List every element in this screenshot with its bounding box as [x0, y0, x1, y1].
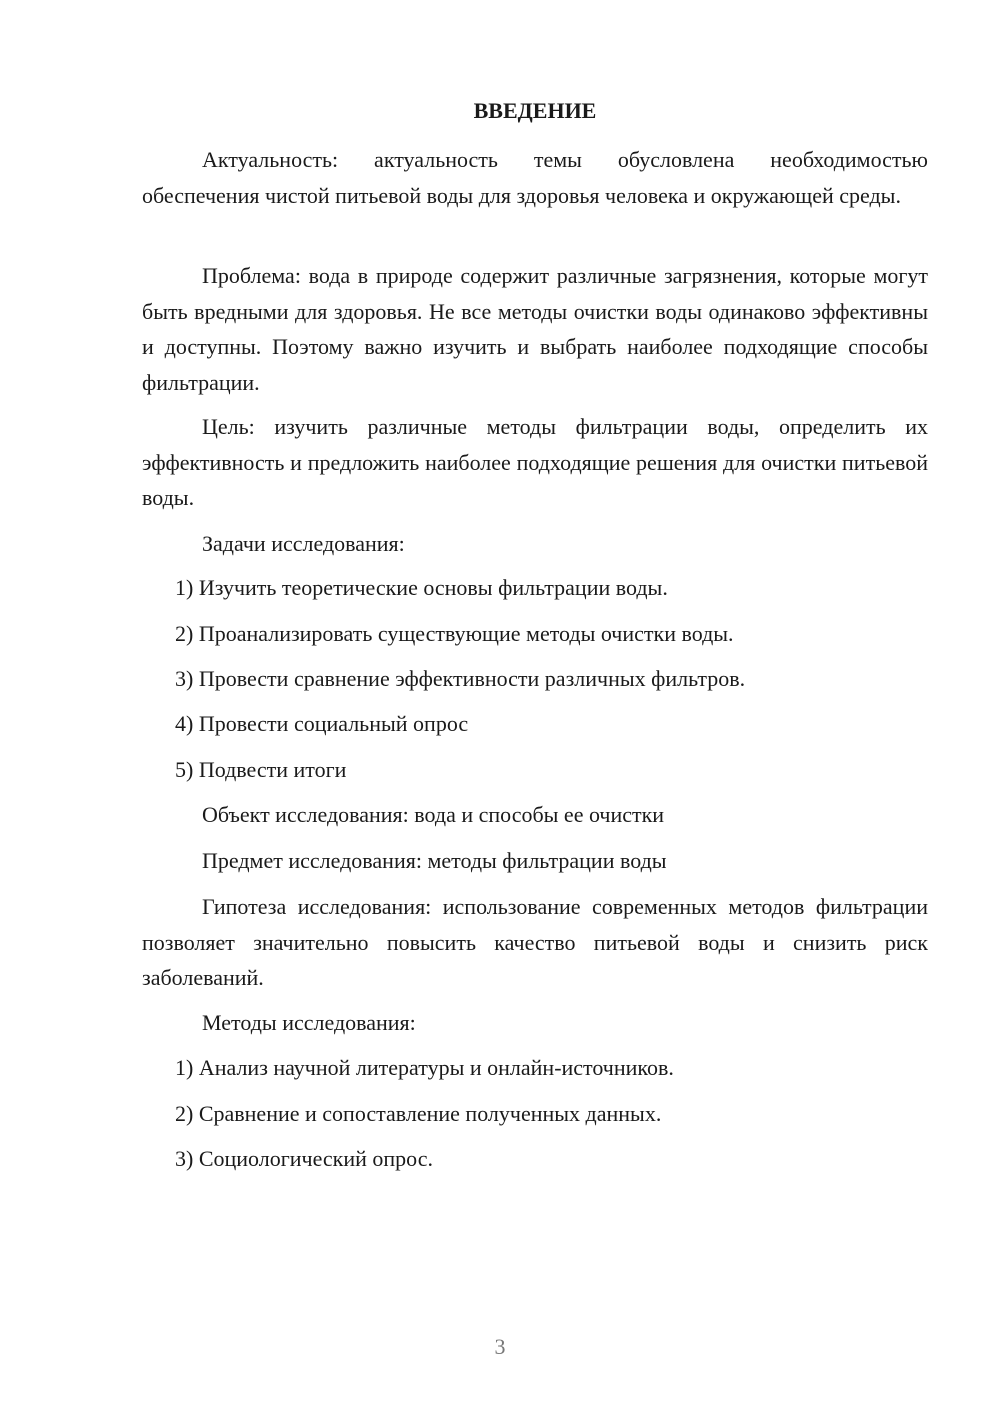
tasks-title: Задачи исследования: [202, 531, 405, 556]
methods-title: Методы исследования: [202, 1010, 416, 1035]
object-paragraph: Объект исследования: вода и способы ее очистки [202, 802, 665, 827]
task-item: 3) Провести сравнение эффективности различных фильтров. [175, 666, 746, 691]
problem-block [142, 258, 928, 400]
object-block [142, 797, 928, 833]
task-item: 2) Проанализировать существующие методы очистки воды. [175, 621, 734, 646]
goal-block [142, 409, 928, 516]
method-item: 3) Социологический опрос. [175, 1146, 433, 1171]
task-item-block-4 [142, 706, 928, 742]
goal-paragraph: Цель: изучить различные методы фильтрации воды, определить их эффективность и предложить наиболее подходящие решения для очистки питьевой воды. [142, 414, 928, 510]
hypothesis-paragraph: Гипотеза исследования: использование современных методов фильтрации позволяет значительно повысить качество питьевой воды и снизить риск заболеваний. [142, 894, 928, 990]
method-item: 1) Анализ научной литературы и онлайн-источников. [175, 1055, 674, 1080]
relevance-paragraph: Актуальность: актуальность темы обусловлена необходимостью обеспечения чистой питьевой воды для здоровья человека и окружающей среды. [142, 147, 928, 208]
method-item: 2) Сравнение и сопоставление полученных данных. [175, 1101, 662, 1126]
tasks-title-block [142, 526, 928, 562]
task-item: 1) Изучить теоретические основы фильтрации воды. [175, 575, 668, 600]
relevance-block [142, 142, 928, 213]
subject-block [142, 843, 928, 879]
page-number: 3 [494, 1334, 506, 1359]
task-item-block-1 [142, 570, 928, 606]
method-item-block-1 [142, 1050, 928, 1086]
task-item-block-5 [142, 752, 928, 788]
method-item-block-3 [142, 1141, 928, 1177]
method-item-block-2 [142, 1096, 928, 1132]
subject-paragraph: Предмет исследования: методы фильтрации воды [202, 848, 667, 873]
task-item-block-3 [142, 661, 928, 697]
task-item: 5) Подвести итоги [175, 757, 347, 782]
section-heading: ВВЕДЕНИЕ [473, 98, 597, 123]
hypothesis-block [142, 889, 928, 996]
task-item-block-2 [142, 616, 928, 652]
methods-title-block [142, 1005, 928, 1041]
problem-paragraph: Проблема: вода в природе содержит различные загрязнения, которые могут быть вредными для здоровья. Не все методы очистки воды одинаково эффективны и доступны. Поэтому важно изучить и выбрать наиболее подходящие способы фильтрации. [142, 263, 928, 395]
task-item: 4) Провести социальный опрос [175, 711, 469, 736]
